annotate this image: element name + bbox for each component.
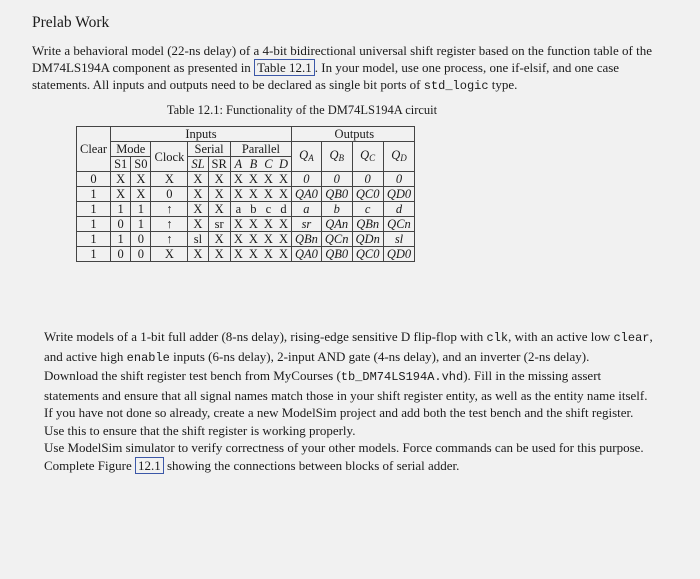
table-cell: sr [291,217,321,232]
intro-text-3: type. [488,77,518,92]
lower-text-1b: , with an active low [508,329,614,344]
table-cell: QBn [291,232,321,247]
table-cell: X [276,247,292,262]
table-cell: X [151,172,188,187]
s0-header: S0 [131,157,151,172]
table-cell: b [246,202,261,217]
table-cell: 0 [321,172,352,187]
table-cell: 0 [352,172,383,187]
table-cell: 1 [131,217,151,232]
d-header: D [276,157,292,172]
lower-text-2b: ). Fill in the missing assert statements and ensure that all signal names match those in your shift register entity, as well as the entity name itself. If you have not done so already, create a new ModelSim project and add both the test bench and the shift register. Use this to ensure that the shift register is working properly. [44,368,648,438]
table-cell: QB0 [321,247,352,262]
table-row [77,247,415,262]
table-cell: X [230,187,246,202]
table-cell: X [230,172,246,187]
table-cell: QD0 [383,247,414,262]
table-cell: X [261,247,276,262]
qa-header: $Q_A$ [291,142,321,172]
table-cell: QCn [383,217,414,232]
table-cell: X [246,247,261,262]
table-caption: Table 12.1: Functionality of the DM74LS194A circuit [166,103,438,117]
table-cell: X [261,172,276,187]
table-cell: 1 [77,217,111,232]
lower-text-1c: , and active high [44,329,653,364]
table-cell: QA0 [291,247,321,262]
table-cell: ↑ [151,202,188,217]
table-cell: 1 [77,232,111,247]
table-cell: X [208,247,230,262]
inputs-header: Inputs [111,127,292,142]
table-cell: QDn [352,232,383,247]
table-cell: 0 [111,247,131,262]
parallel-header: Parallel [230,142,291,157]
table-cell: 0 [77,172,111,187]
enable-code: enable [126,350,170,365]
table-cell: 0 [131,232,151,247]
sr-header: SR [208,157,230,172]
table-cell: QAn [321,217,352,232]
table-row [77,217,415,232]
table-row [77,232,415,247]
table-cell: a [291,202,321,217]
qc-header: $Q_C$ [352,142,383,172]
lower-text-1a: Write models of a 1-bit full adder (8-ns delay), rising-edge sensitive D flip-flop with [44,329,487,344]
lower-text-1d: inputs (6-ns delay), 2-input AND gate (4-ns delay), and an inverter (2-ns delay). [169,348,590,364]
s1-header: S1 [111,157,131,172]
testbench-filename: tb_DM74LS194A.vhd [340,370,464,384]
sl-header: SL [188,157,208,172]
table-cell: X [261,232,276,247]
table-cell: QD0 [383,187,414,202]
mode-header: Mode [111,142,151,157]
clear-code: clear [613,331,650,345]
table-body [77,172,415,262]
table-cell: b [321,202,352,217]
table-row [77,172,415,187]
table-cell: X [230,247,246,262]
table-cell: X [111,172,131,187]
table-cell: a [230,202,246,217]
table-cell: QA0 [291,187,321,202]
serial-header: Serial [188,142,231,157]
lower-paragraph-1 [44,328,656,367]
table-cell: 1 [111,202,131,217]
table-cell: QB0 [321,187,352,202]
figure-reference-link[interactable]: 12.1 [135,457,164,474]
table-cell: X [208,172,230,187]
table-cell: X [131,187,151,202]
lower-text-2a: Download the shift register test bench from MyCourses ( [44,368,341,383]
function-table [76,126,415,262]
table-cell: X [188,247,208,262]
table-cell: ↑ [151,217,188,232]
table-cell: d [276,202,292,217]
table-cell: X [261,217,276,232]
table-cell: X [188,217,208,232]
table-header-row-1 [77,127,415,142]
table-cell: X [276,217,292,232]
table-cell: X [261,187,276,202]
table-cell: sl [383,232,414,247]
intro-paragraph [32,42,666,95]
intro-text-1: Write a behavioral model (22-ns delay) of a 4-bit bidirectional universal shift register based on the function table of the DM74LS194A component as presented in [32,43,653,75]
table-cell: X [246,217,261,232]
table-cell: X [208,232,230,247]
table-cell: X [131,172,151,187]
table-cell: X [230,217,246,232]
table-cell: 0 [151,187,188,202]
section-heading: Prelab Work [32,14,110,31]
lower-paragraph-2 [44,367,656,439]
table-cell: 1 [77,247,111,262]
std-logic-code: std_logic [423,79,489,93]
qb-header: $Q_B$ [321,142,352,172]
intro-text-2: . In your model, use one process, one if-elsif, and one case statements. All inputs and outputs need to be declared as single bit ports of [32,60,620,92]
clock-header: Clock [151,142,188,172]
table-cell: X [208,202,230,217]
table-cell: X [246,232,261,247]
outputs-header: Outputs [291,127,414,142]
table-cell: 0 [291,172,321,187]
table-cell: 1 [77,187,111,202]
table-cell: X [276,187,292,202]
table-cell: X [188,187,208,202]
lower-paragraph-4 [44,457,656,475]
table-cell: X [246,172,261,187]
b-header: B [246,157,261,172]
table-cell: X [246,187,261,202]
table-row [77,202,415,217]
table-cell: 1 [77,202,111,217]
clear-header: Clear [77,127,111,172]
clk-code: clk [486,331,509,345]
c-header: C [261,157,276,172]
table-cell: X [111,187,131,202]
table-cell: d [383,202,414,217]
table-reference-link[interactable]: Table 12.1 [254,59,315,76]
table-row [77,187,415,202]
table-header-row-2 [77,142,415,157]
table-cell: X [151,247,188,262]
table-cell: c [352,202,383,217]
table-cell: QBn [352,217,383,232]
table-cell: X [276,232,292,247]
table-cell: X [208,187,230,202]
table-cell: QCn [321,232,352,247]
table-cell: 1 [131,202,151,217]
table-cell: X [188,202,208,217]
table-cell: QC0 [352,187,383,202]
lower-paragraph-3: Use ModelSim simulator to verify correctness of your other models. Force commands can be used for this purpose. [44,440,644,455]
table-cell: sl [188,232,208,247]
table-cell: X [188,172,208,187]
lower-text-4a: Complete Figure [44,457,135,473]
table-cell: X [230,232,246,247]
table-cell: ↑ [151,232,188,247]
lower-text-4b: showing the connections between blocks of serial adder. [163,457,460,473]
table-cell: 0 [131,247,151,262]
table-cell: sr [208,217,230,232]
a-header: A [230,157,246,172]
table-cell: c [261,202,276,217]
table-cell: QC0 [352,247,383,262]
table-cell: 0 [383,172,414,187]
table-cell: X [276,172,292,187]
table-cell: 1 [111,232,131,247]
qd-header: $Q_D$ [383,142,414,172]
lower-section [44,328,656,474]
table-cell: 0 [111,217,131,232]
